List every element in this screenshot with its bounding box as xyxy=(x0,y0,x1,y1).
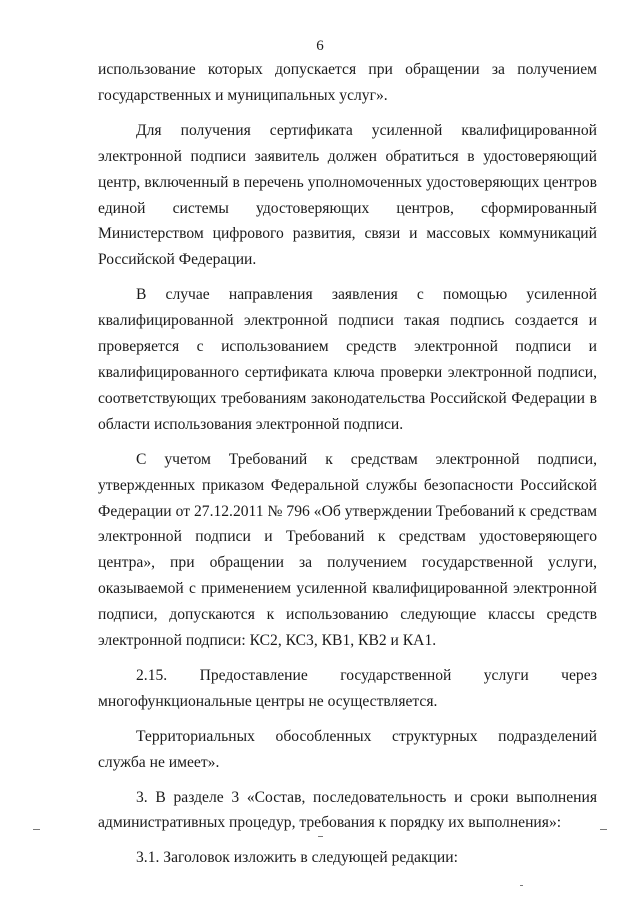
scan-mark-right xyxy=(600,829,607,830)
paragraph-certificate: Для получения сертификата усиленной квалифицированной электронной подписи заявитель должен обратиться в удостоверяющий центр, включенный в перечень уполномоченных удостоверяющих центров единой системы удостоверяющих центров, сформированный Министерством цифрового развития, связи и массовых коммуникаций Российской Федерации. xyxy=(98,121,597,269)
document-body xyxy=(98,57,597,871)
scan-mark-left xyxy=(33,829,40,830)
paragraph-fsb-requirements: С учетом Требований к средствам электронной подписи, утвержденных приказом Федеральной службы безопасности Российской Федерации от 27.12.2011 № 796 «Об утверждении Требований к средствам электронной подписи и Требований к средствам удостоверяющего центра», при обращении за получением государственной услуги, оказываемой с применением усиленной квалифицированной электронной подписи, допускаются к использованию следующие классы средств электронной подписи: КС2, КС3, КВ1, КВ2 и КА1. xyxy=(98,450,597,650)
paragraph-signature-verification: В случае направления заявления с помощью усиленной квалифицированной электронной подписи такая подпись создается и проверяется с использованием средств электронной подписи и квалифицированного сертификата ключа проверки электронной подписи, соответствующих требованиям законодательства Российской Федерации в области использования электронной подписи. xyxy=(98,286,597,433)
scan-mark-bottom xyxy=(520,885,523,886)
paragraph-3-1: 3.1. Заголовок изложить в следующей редакции: xyxy=(136,849,458,867)
scan-mark-center xyxy=(318,836,323,837)
page-number: 6 xyxy=(316,38,324,54)
paragraph-section-3: 3. В разделе 3 «Состав, последовательность и сроки выполнения административных процедур, требования к порядку их выполнения»: xyxy=(98,788,597,832)
paragraph-2-15: 2.15. Предоставление государственной услуги через многофункциональные центры не осуществляется. xyxy=(98,666,597,710)
paragraph-territorial-units: Территориальных обособленных структурных подразделений служба не имеет». xyxy=(98,727,597,771)
paragraph-continuation: использование которых допускается при обращении за получением государственных и муниципальных услуг». xyxy=(98,61,597,104)
